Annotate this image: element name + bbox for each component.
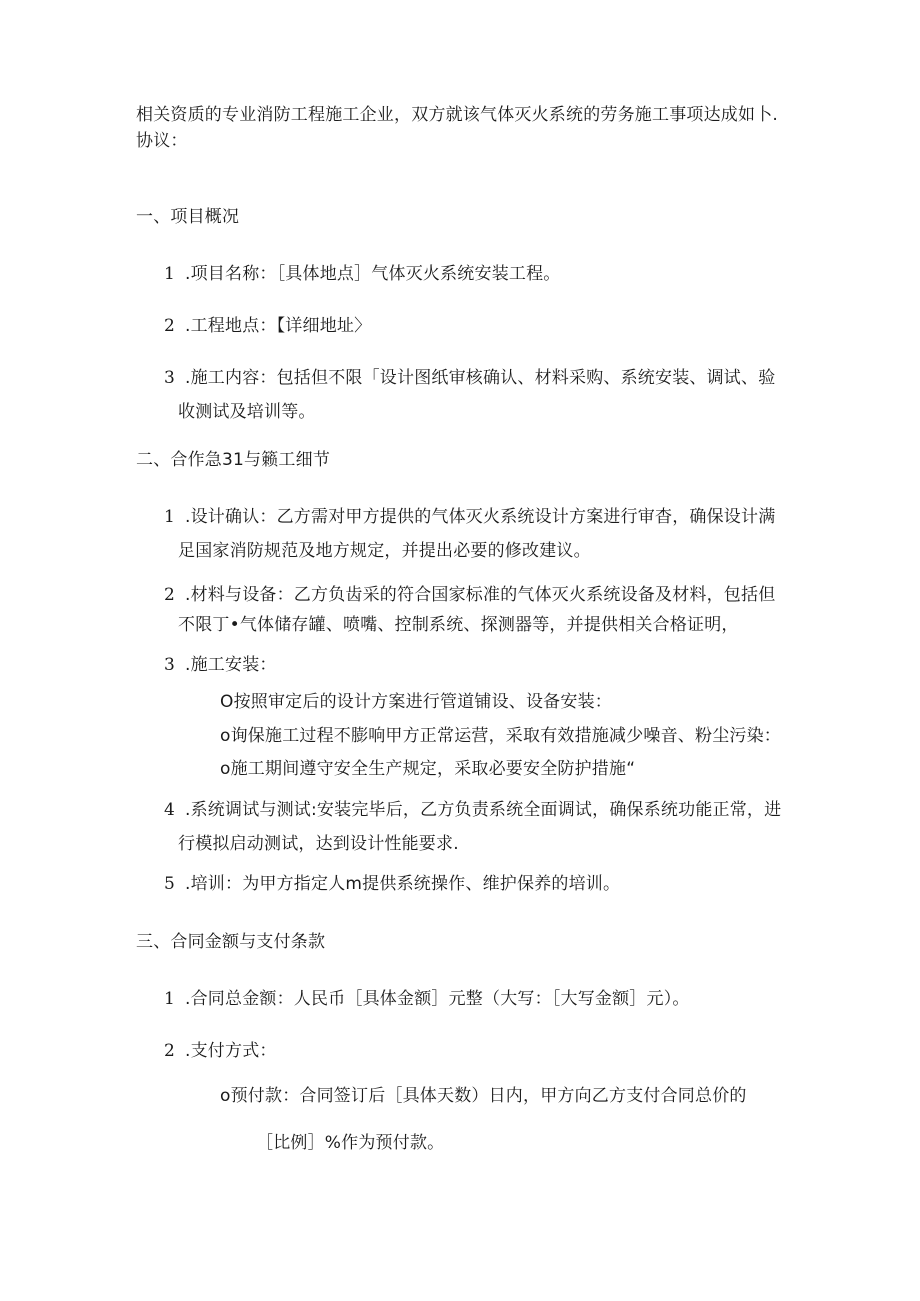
payment-advance-line-1: o预付款：合同签订后［具体天数）日内，甲方向乙方支付合同总价的 (220, 1086, 747, 1106)
section-1-item-3-number: 3 (164, 368, 175, 388)
section-2-item-3-number: 3 (164, 655, 175, 675)
section-1-item-2-number: 2 (164, 316, 175, 336)
section-1-item-1-number: 1 (164, 264, 175, 284)
section-2-item-1: .设计确认：乙方需对甲方提供的气体灭火系统设计方案进行审杳，确保设计满 (185, 507, 776, 527)
section-3-item-1: .合同总金额：人民币［具体金额］元整（大写：［大写金额］元）。 (185, 989, 690, 1009)
intro-line-1: 相关资质的专业消防工程施工企业，双方就该气体灭火系统的劳务施工事项达成如卜. (136, 105, 779, 125)
sub-item-1: O按照审定后的设计方案进行管道铺设、设备安装： (220, 692, 612, 712)
section-2-heading: 二、合作急31与籁工细节 (136, 450, 331, 470)
section-2-item-2-cont: 不限丁•气体储存罐、喷嘴、控制系统、探测器等，并提供相关合格证明， (178, 615, 739, 635)
section-2-item-4: .系统调试与测试:安装完毕后，乙方负责系统全面调试，确保系统功能正常，进 (185, 800, 782, 820)
section-1-item-1: .项目名称：［具体地点］气体灭火系统安装工程。 (185, 264, 561, 284)
sub-item-3: o施工期间遵守安全生产规定，采取必要安全防护措施“ (220, 759, 636, 779)
section-1-heading: 一、项目概况 (136, 207, 240, 227)
section-2-item-2-number: 2 (164, 585, 175, 605)
section-2-item-5-number: 5 (164, 874, 175, 894)
payment-advance-line-2: ［比例］%作为预付款。 (256, 1133, 445, 1153)
section-1-item-3-cont: 收测试及培训等。 (178, 402, 316, 422)
section-3-item-2: .支付方式： (185, 1041, 277, 1061)
section-2-item-4-cont: 行模拟启动测试，达到设计性能要求. (178, 834, 459, 854)
section-3-item-1-number: 1 (164, 989, 175, 1009)
section-3-item-2-number: 2 (164, 1041, 175, 1061)
intro-line-2: 协议： (136, 131, 188, 151)
section-2-item-2: .材料与设备：乙方负齿采的符合国家标准的气体灭火系统设备及材料，包括但 (185, 585, 776, 605)
section-2-item-4-number: 4 (164, 800, 175, 820)
section-1-item-2: .工程地点：【详细地址〉 (185, 316, 372, 336)
section-1-item-3: .施工内容：包括但不限「设计图纸审核确认、材料采购、系统安装、调试、验 (185, 368, 776, 388)
section-2-item-5: .培训：为甲方指定人m提供系统操作、维护保养的培训。 (185, 874, 621, 894)
section-3-heading: 三、合同金额与支付条款 (136, 932, 326, 952)
section-2-item-1-cont: 足国家消防规范及地方规定，并提出必要的修改建议。 (178, 541, 591, 561)
section-2-item-3: .施工安装： (185, 655, 277, 675)
section-2-item-1-number: 1 (164, 507, 175, 527)
sub-item-2: o询保施工过程不膨响甲方正常运营，采取有效措施减少噪音、粉尘污染： (220, 726, 781, 746)
